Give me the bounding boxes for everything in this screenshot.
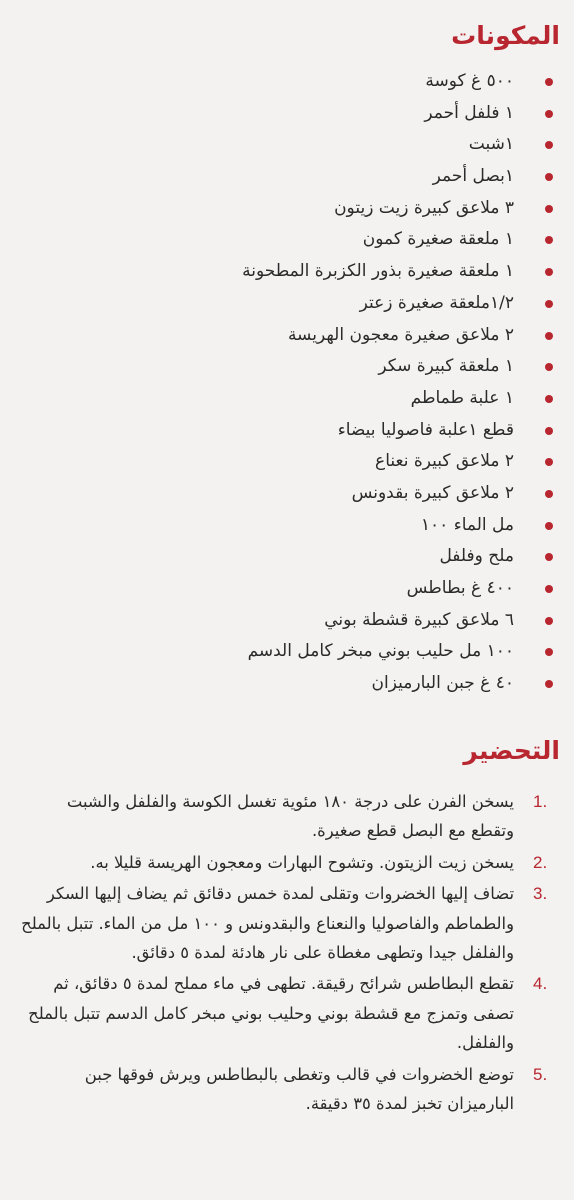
ingredient-item xyxy=(0,636,574,668)
ingredient-text: ١ ملعقة كبيرة سكر xyxy=(378,356,514,377)
ingredient-text: ٦ ملاعق كبيرة قشطة بوني xyxy=(324,609,514,630)
bullet-icon xyxy=(545,617,553,625)
bullet-icon xyxy=(545,268,553,276)
ingredient-text: قطع ١علبة فاصوليا بيضاء xyxy=(337,419,514,440)
ingredient-item xyxy=(0,66,574,98)
ingredient-item xyxy=(0,161,574,193)
ingredient-item xyxy=(0,256,574,288)
ingredient-item xyxy=(0,478,574,510)
ingredient-text: ١/٢ملعقة صغيرة زعتر xyxy=(359,292,514,313)
preparation-title: التحضير xyxy=(463,736,560,765)
ingredient-text: ١بصل أحمر xyxy=(432,166,514,187)
ingredient-text: ٢ ملاعق صغيرة معجون الهريسة xyxy=(287,324,514,345)
step-text: تضاف إليها الخضروات وتقلى لمدة خمس دقائق ثم يضاف إليها السكر والطماطم والفاصوليا والنعناع والبقدونس و ١٠٠ مل من الماء. تتبل بالملح والفلفل جيدا وتطهى مغطاة على نار هادئة لمدة ٥ دقائق. xyxy=(21,884,514,963)
bullet-icon xyxy=(545,522,553,530)
bullet-icon xyxy=(545,553,553,561)
ingredient-text: ٢ ملاعق كبيرة بقدونس xyxy=(351,482,514,503)
bullet-icon xyxy=(545,110,553,118)
ingredient-text: ١ فلفل أحمر xyxy=(424,102,514,123)
step-text: توضع الخضروات في قالب وتغطى بالبطاطس ويرش فوقها جبن البارميزان تخبز لمدة ٣٥ دقيقة. xyxy=(84,1064,514,1114)
ingredient-item xyxy=(0,510,574,542)
ingredient-item xyxy=(0,668,574,700)
bullet-icon xyxy=(545,332,553,340)
ingredient-item xyxy=(0,98,574,130)
ingredient-text: ٤٠٠ غ بطاطس xyxy=(406,578,514,598)
preparation-step xyxy=(0,879,574,967)
bullet-icon xyxy=(545,78,553,86)
ingredient-text: مل الماء ١٠٠ xyxy=(420,514,514,535)
bullet-icon xyxy=(545,458,553,466)
ingredient-text: ٢ ملاعق كبيرة نعناع xyxy=(375,451,514,472)
ingredient-text: ٣ ملاعق كبيرة زيت زيتون xyxy=(334,197,514,218)
ingredient-text: ١شبت xyxy=(468,134,514,155)
ingredient-item xyxy=(0,320,574,352)
ingredient-item xyxy=(0,224,574,256)
ingredient-item xyxy=(0,446,574,478)
ingredient-item xyxy=(0,573,574,605)
bullet-icon xyxy=(545,427,553,435)
step-number: 2. xyxy=(533,852,548,872)
preparation-step xyxy=(0,1060,574,1119)
bullet-icon xyxy=(545,680,553,688)
ingredient-item xyxy=(0,351,574,383)
step-number: 5. xyxy=(533,1064,548,1084)
bullet-icon xyxy=(545,585,553,593)
ingredient-text: ١ علبة طماطم xyxy=(410,387,514,408)
bullet-icon xyxy=(545,395,553,403)
ingredient-text: ملح وفلفل xyxy=(439,546,514,567)
bullet-icon xyxy=(545,205,553,213)
ingredient-text: ٥٠٠ غ كوسة xyxy=(425,71,514,91)
ingredient-item xyxy=(0,129,574,161)
step-text: يسخن الفرن على درجة ١٨٠ مئوية تغسل الكوسة والفلفل والشبت وتقطع مع البصل قطع صغيرة. xyxy=(66,792,514,841)
bullet-icon xyxy=(545,300,553,308)
ingredient-item xyxy=(0,383,574,415)
step-number: 3. xyxy=(533,884,548,904)
preparation-steps xyxy=(0,787,574,1120)
preparation-step xyxy=(0,969,574,1057)
step-number: 1. xyxy=(533,792,548,811)
bullet-icon xyxy=(545,236,553,244)
bullet-icon xyxy=(545,490,553,498)
ingredient-item xyxy=(0,193,574,225)
ingredient-text: ١ ملعقة صغيرة بذور الكزبرة المطحونة xyxy=(242,261,514,282)
bullet-icon xyxy=(545,363,553,371)
ingredient-list xyxy=(0,66,574,700)
preparation-step xyxy=(0,848,574,877)
ingredient-text: ١٠٠ مل حليب بوني مبخر كامل الدسم xyxy=(247,641,514,662)
step-text: يسخن زيت الزيتون. وتشوح البهارات ومعجون الهريسة قليلا به. xyxy=(90,852,514,872)
ingredient-text: ٤٠ غ جبن البارميزان xyxy=(371,673,514,694)
ingredient-item xyxy=(0,541,574,573)
ingredients-title: المكونات xyxy=(451,21,560,50)
ingredient-item xyxy=(0,288,574,320)
preparation-step xyxy=(0,787,574,846)
step-number: 4. xyxy=(533,974,548,994)
bullet-icon xyxy=(545,173,553,181)
bullet-icon xyxy=(545,648,553,656)
ingredient-item xyxy=(0,415,574,447)
ingredient-text: ١ ملعقة صغيرة كمون xyxy=(362,229,514,250)
ingredient-item xyxy=(0,605,574,637)
step-text: تقطع البطاطس شرائح رقيقة. تطهى في ماء مملح لمدة ٥ دقائق، ثم تصفى وتمزج مع قشطة بوني وحليب بوني مبخر كامل الدسم تتبل بالملح والفلفل. xyxy=(28,974,514,1053)
bullet-icon xyxy=(545,141,553,149)
